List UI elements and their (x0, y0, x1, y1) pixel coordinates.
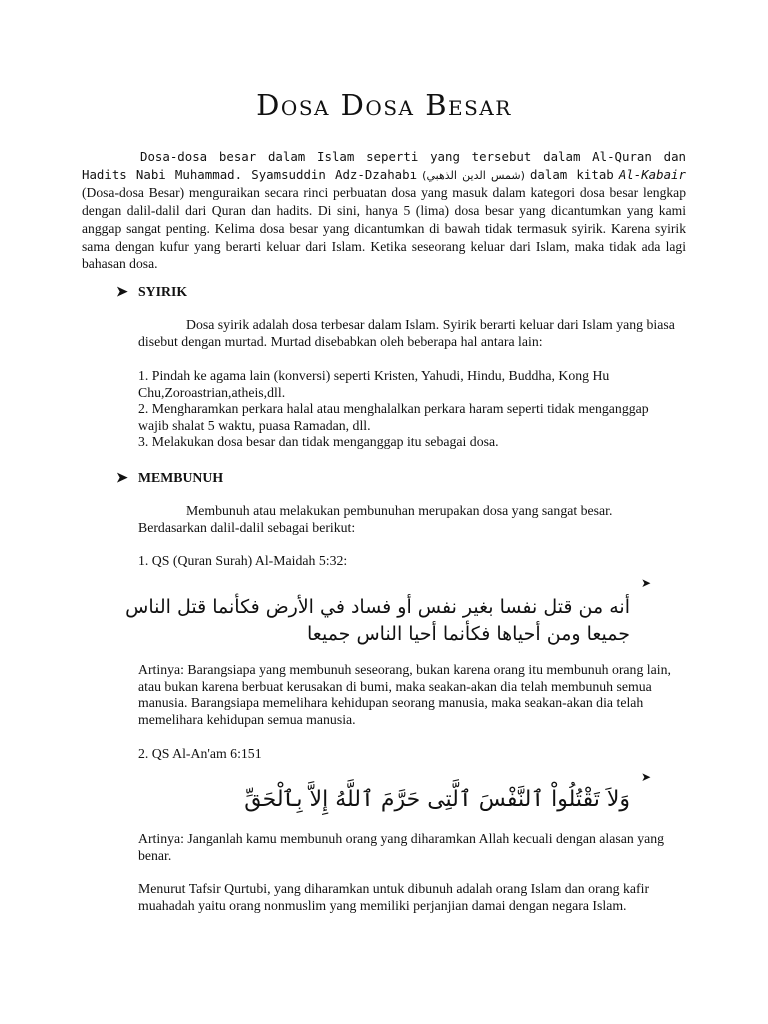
arrowhead-bullet-icon: ➤ (116, 284, 128, 299)
heading-membunuh (116, 470, 223, 486)
qs1-arabic-verse: أنه من قتل نفسا بغير نفس أو فساد في الأرض فكأنما قتل الناس جميعا ومن أحياها فكأنما أحيا الناس جميعا (125, 596, 630, 645)
qs2-translation: Artinya: Janganlah kamu membunuh orang yang diharamkan Allah kecuali dengan alasan yang benar. (138, 831, 665, 863)
syirik-paragraph-text: Dosa syirik adalah dosa terbesar dalam Islam. Syirik berarti keluar dari Islam yang biasa disebut dengan murtad. Murtad disebabkan oleh beberapa hal antara lain: (138, 317, 675, 349)
document-title: Dosa Dosa Besar (256, 88, 512, 122)
list-item: 3. Melakukan dosa besar dan tidak menganggap itu sebagai dosa. (138, 434, 499, 450)
heading-syirik-text: SYIRIK (138, 284, 188, 299)
intro-text-a: Dosa-dosa besar dalam Islam seperti yang tersebut dalam Al-Quran dan Hadits Nabi Muhammad. Syamsuddin Adz-Dzahabı (82, 149, 686, 182)
arrowhead-bullet-icon: ➤ (641, 770, 652, 784)
heading-syirik (116, 284, 187, 300)
syirik-paragraph (138, 317, 678, 350)
list-item: 1. Pindah ke agama lain (konversi) seperti Kristen, Yahudi, Hindu, Buddha, Kong Hu Chu,Zoroastrian,atheis,dll. (138, 368, 610, 400)
arrowhead-bullet-icon: ➤ (641, 576, 652, 590)
heading-membunuh-text: MEMBUNUH (138, 470, 224, 485)
qs1-label: 1. QS (Quran Surah) Al-Maidah 5:32: (138, 553, 348, 568)
arrowhead-bullet-icon: ➤ (116, 470, 128, 485)
intro-paragraph (82, 148, 686, 273)
qs2-arabic-verse: وَلاَ تَقْتُلُواْ ٱلنَّفْسَ ٱلَّتِى حَرَّمَ ٱللَّهُ إِلاَّ بِٱلْحَقِّ (244, 787, 630, 812)
membunuh-paragraph-text: Membunuh atau melakukan pembunuhan merupakan dosa yang sangat besar. Berdasarkan dalil-dalil sebagai berikut: (138, 503, 613, 535)
intro-book-title: Al-Kabair (618, 166, 686, 182)
intro-text-rest: (Dosa-dosa Besar) menguraikan secara rinci perbuatan dosa yang masuk dalam kategori dosa besar lengkap dengan dalil-dalil dari Quran dan hadits. Di sini, hanya 5 (lima) dosa besar yang dicantumkan yang kami anggap sangat penting. Kelima dosa besar yang dicantumkan di bawah tidak termasuk syirik. Karena syirik sama dengan kufur yang berarti keluar dari Islam. Ketika seseorang keluar dari Islam, maka tidak ada lagi bahasan dosa. (82, 185, 686, 272)
qs2-label: 2. QS Al-An'am 6:151 (138, 746, 262, 761)
intro-text-b: dalam kitab (529, 166, 614, 182)
syirik-list (138, 368, 678, 451)
tafsir-paragraph: Menurut Tafsir Qurtubi, yang diharamkan untuk dibunuh adalah orang Islam dan orang kafir muahadah yaitu orang nonmuslim yang memiliki perjanjian damai dengan negara Islam. (138, 881, 650, 913)
list-item: 2. Mengharamkan perkara halal atau menghalalkan perkara haram seperti tidak menganggap wajib shalat 5 waktu, puasa Ramadan, dll. (138, 401, 649, 433)
membunuh-paragraph (138, 503, 678, 536)
qs1-translation: Artinya: Barangsiapa yang membunuh seseorang, bukan karena orang itu membunuh orang lain, atau bukan karena berbuat kerusakan di bumi, maka seakan-akan dia telah membunuh semua manusia. Barangsiapa memelihara kehidupan seorang manusia, maka seakan-akan dia telah memelihara kehidupan semua manusia. (138, 662, 671, 727)
intro-arabic-name: (شمس الدين الذهبي) (422, 168, 525, 182)
